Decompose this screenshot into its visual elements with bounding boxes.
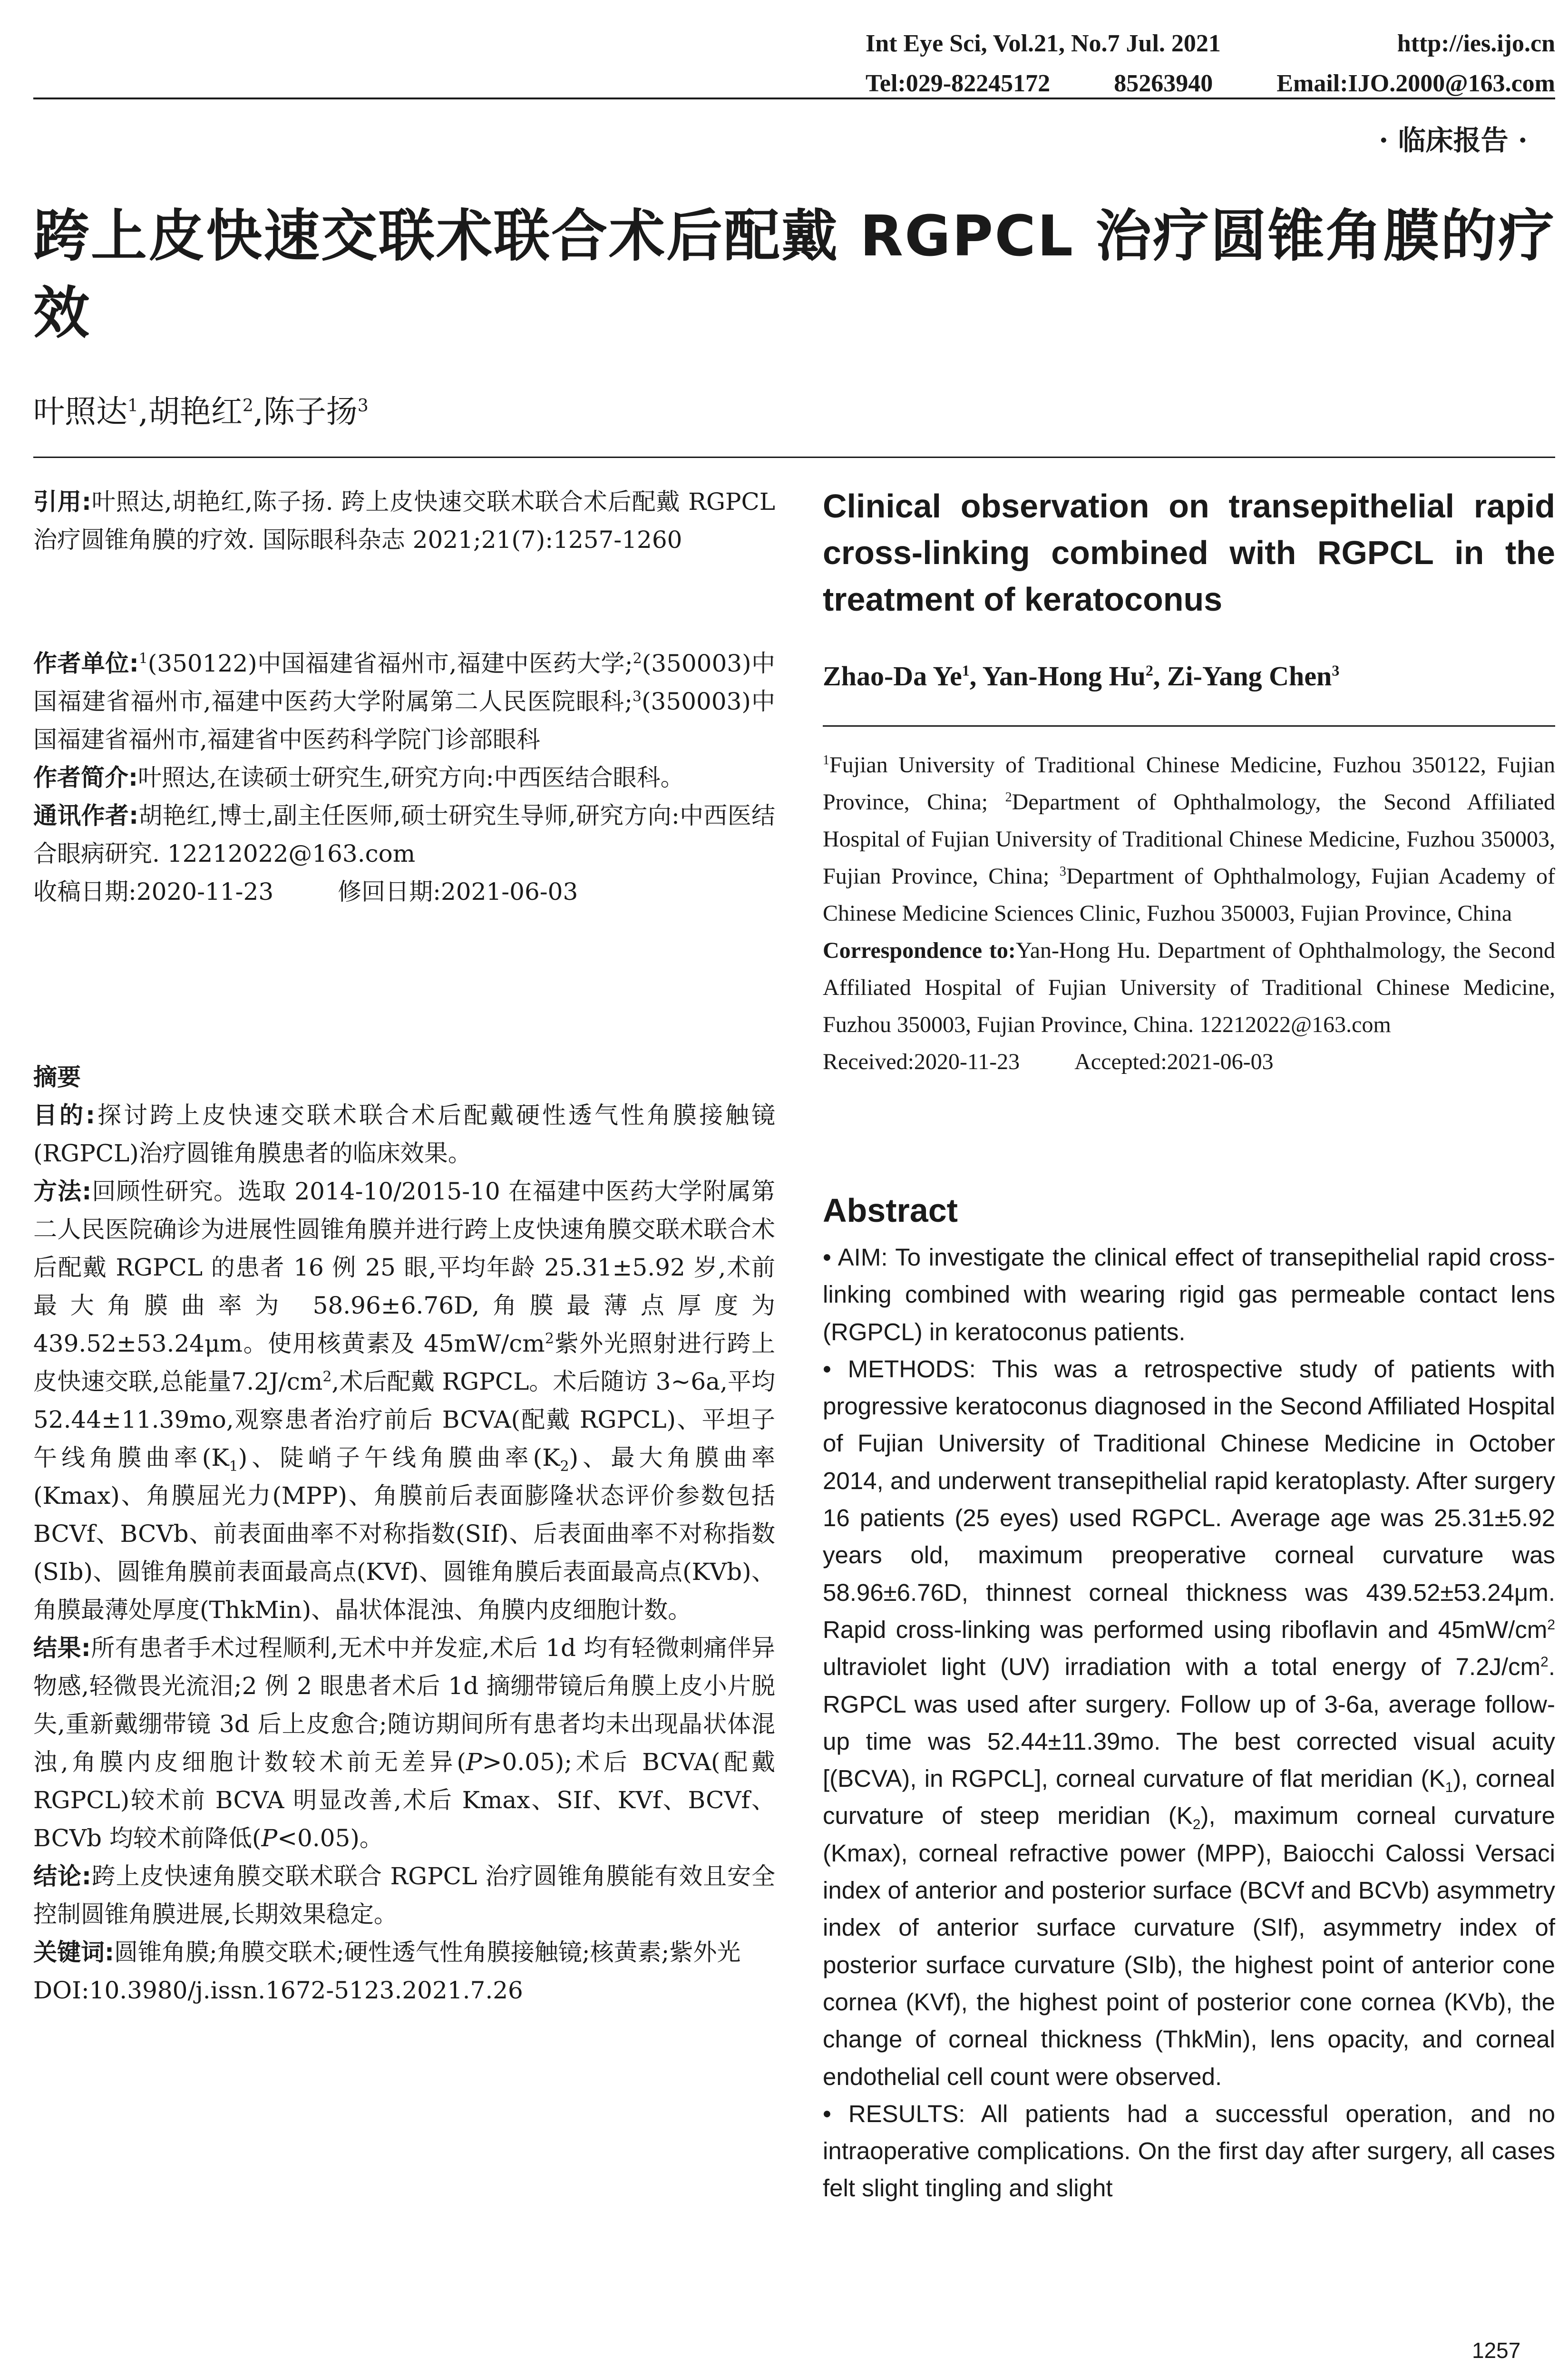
author-bio-cn [33, 759, 775, 797]
aim-label: • AIM: [823, 1244, 888, 1271]
affil-text: (350003)中国福建省福州市,福建中医药大学附属第二人民医院眼科; [33, 650, 775, 715]
p-value-symbol: P [466, 1748, 482, 1776]
article-title-cn: 跨上皮快速交联术联合术后配戴 RGPCL 治疗圆锥角膜的疗效 [33, 203, 1556, 346]
author-affil-mark: 2 [1145, 662, 1153, 679]
citation-label: 引用: [33, 488, 91, 516]
methods-text: . RGPCL was used after surgery. Follow up of 3-6a, average follow-up time was 52.44±11.39mo. The best corrected visual acuity [(BCVA), in RGPCL], corneal curvature of flat meridian (K [823, 1653, 1555, 1792]
author-list-cn: 叶照达$^1$,胡艳红$^2$,陈子扬$^3$ [33, 393, 369, 430]
dates-en [823, 1043, 1555, 1081]
aim-text: 探讨跨上皮快速交联术联合术后配戴硬性透气性角膜接触镜(RGPCL)治疗圆锥角膜患者的临床效果。 [33, 1101, 775, 1167]
author-name-en: Zhao-Da Ye [823, 661, 962, 692]
methods-text: )、陡峭子午线角膜曲率(K [238, 1444, 560, 1471]
keywords-label: 关键词: [33, 1939, 114, 1966]
methods-text: ,术后配戴 RGPCL。术后随访 3~6a,平均 52.44±11.39mo,观察患者治疗前后 BCVA(配戴 RGPCL)、平坦子午线角膜曲率(K [33, 1368, 775, 1471]
doi[interactable]: DOI:10.3980/j.issn.1672-5123.2021.7.26 [33, 1977, 523, 2004]
results-text: All patients had a successful operation, and no intraoperative complications. On the first day after surgery, all cases felt slight tingling and slight [823, 2100, 1555, 2202]
superscript: 2 [1547, 1617, 1555, 1633]
affiliation-en-block [823, 747, 1555, 1081]
affil-text: (350003)中国福建省福州市,福建省中医药科学院门诊部眼科 [33, 688, 775, 753]
author-affil-mark: 2 [242, 396, 253, 416]
author-name: 叶照达 [33, 393, 127, 430]
results-label: 结果: [33, 1634, 91, 1662]
author-name-en: Yan-Hong Hu [982, 661, 1146, 692]
correspondence-cn [33, 797, 775, 873]
abstract-results-cn [33, 1629, 775, 1857]
received-date: Received:2020-11-23 [823, 1049, 1020, 1074]
received-date: 收稿日期:2020-11-23 [33, 878, 274, 906]
conclusion-label: 结论: [33, 1862, 91, 1890]
header-divider [33, 97, 1555, 99]
subscript: 1 [229, 1458, 238, 1475]
accepted-date: Accepted:2021-06-03 [1074, 1049, 1274, 1074]
author-name: 陈子扬 [263, 393, 358, 430]
citation-text: 叶照达,胡艳红,陈子扬. 跨上皮快速交联术联合术后配戴 RGPCL 治疗圆锥角膜的疗效. 国际眼科杂志 2021;21(7):1257-1260 [33, 488, 775, 554]
aim-text: To investigate the clinical effect of transepithelial rapid cross-linking combined with wearing rigid gas permeable contact lens (RGPCL) in keratoconus patients. [823, 1244, 1555, 1345]
author-name: 胡艳红 [148, 393, 243, 430]
correspondence-en [823, 932, 1555, 1043]
author-list-en: Zhao-Da Ye$^1$, Yan-Hong Hu$^2$, Zi-Yang Chen$^3$ [823, 661, 1340, 692]
subscript: 2 [1192, 1817, 1201, 1833]
abstract-methods-cn [33, 1172, 775, 1629]
superscript: 2 [1540, 1654, 1549, 1670]
article-title-en: Clinical observation on transepithelial rapid cross-linking combined with RGPCL in the treatment of keratoconus [823, 487, 1555, 618]
abstract-cn [33, 1058, 775, 2009]
revised-date: 修回日期:2021-06-03 [338, 878, 578, 906]
results-text: >0.05);术后 BCVA(配戴 RGPCL)较术前 BCVA 明显改善,术后 Kmax、SIf、KVf、BCVf、BCVb 均较术前降低( [33, 1748, 775, 1852]
methods-label: • METHODS: [823, 1355, 976, 1383]
affil-mark: 3 [632, 688, 642, 705]
methods-text: )、最大角膜曲率(Kmax)、角膜屈光力(MPP)、角膜前后表面膨隆状态评价参数包括 BCVf、BCVb、前表面曲率不对称指数(SIf)、后表面曲率不对称指数(SIb)、圆锥角膜前表面最高点(KVf)、圆锥角膜后表面最高点(KVb)、角膜最薄处厚度(ThkMin)、晶状体混浊、角膜内皮细胞计数。 [33, 1444, 775, 1624]
subscript: 1 [1445, 1780, 1453, 1796]
correspondence-label: Correspondence to: [823, 938, 1016, 963]
affil-mark: 2 [1005, 790, 1012, 805]
aim-label: 目的: [33, 1101, 95, 1129]
abstract-heading-en: Abstract [823, 1192, 958, 1229]
affil-mark: 2 [633, 650, 642, 667]
superscript: 2 [322, 1368, 332, 1385]
keywords-cn [33, 1933, 775, 1971]
author-affil-mark: 1 [962, 662, 970, 679]
affil-text: Department of Ophthalmology, Fujian Academy of Chinese Medicine Sciences Clinic, Fuzhou 350003, Fujian Province, China [823, 864, 1556, 926]
affiliation-label: 作者单位: [33, 650, 139, 677]
journal-tel: Tel:029-82245172 [866, 70, 1051, 97]
author-info-block [33, 644, 775, 911]
keywords-text: 圆锥角膜;角膜交联术;硬性透气性角膜接触镜;核黄素;紫外光 [114, 1939, 741, 1966]
abstract-en [823, 1239, 1555, 2207]
bio-text: 叶照达,在读硕士研究生,研究方向:中西医结合眼科。 [138, 764, 684, 791]
abstract-aim-en [823, 1239, 1555, 1351]
page-number: 1257 [1472, 2338, 1521, 2363]
results-label: • RESULTS: [823, 2100, 965, 2127]
affiliation-divider [823, 725, 1555, 727]
methods-text: 回顾性研究。选取 2014-10/2015-10 在福建中医药大学附属第二人民医院确诊为进展性圆锥角膜并进行跨上皮快速角膜交联术联合术后配戴 RGPCL 的患者 16 例 25 眼,平均年龄 25.31±5.92 岁,术前最大角膜曲率为 58.96±6.76D,角膜最薄点厚度为 439.52±53.24μm。使用核黄素及 45mW/cm [33, 1178, 775, 1357]
affil-text: Department of Ophthalmology, the Second Affiliated Hospital of Fujian University of Traditional Chinese Medicine, Fuzhou 350003, Fujian Province, China; [823, 789, 1555, 889]
bio-label: 作者简介: [33, 764, 138, 791]
results-text: 所有患者手术过程顺利,无术中并发症,术后 1d 均有轻微刺痛伴异物感,轻微畏光流泪;2 例 2 眼患者术后 1d 摘绷带镜后角膜上皮小片脱失,重新戴绷带镜 3d 后上皮愈合;随访期间所有患者均未出现晶状体混浊,角膜内皮细胞计数较术前无差异( [33, 1634, 775, 1776]
methods-text: ultraviolet light (UV) irradiation with a total energy of 7.2J/cm [823, 1653, 1541, 1681]
superscript: 2 [545, 1330, 554, 1347]
methods-text: 紫外光照射进行跨上皮快速交联,总能量7.2J/cm [33, 1330, 775, 1395]
methods-label: 方法: [33, 1178, 92, 1205]
abstract-methods-en [823, 1351, 1555, 2095]
correspondence-text: Yan-Hong Hu. Department of Ophthalmology, the Second Affiliated Hospital of Fujian University of Traditional Chinese Medicine, Fuzhou 350003, Fujian Province, China. 12212022@163.com [823, 938, 1556, 1037]
section-label: · 临床报告 · [1379, 124, 1528, 156]
authors-divider [33, 457, 1555, 458]
abstract-conclusion-cn [33, 1857, 775, 1933]
affiliation-cn [33, 644, 775, 759]
subscript: 2 [560, 1458, 569, 1475]
journal-line: Int Eye Sci, Vol.21, No.7 Jul. 2021 [866, 30, 1221, 57]
affil-text: (350122)中国福建省福州市,福建中医药大学; [147, 650, 633, 677]
abstract-results-en [823, 2095, 1555, 2207]
affil-mark: 1 [138, 650, 148, 667]
conclusion-text: 跨上皮快速角膜交联术联合 RGPCL 治疗圆锥角膜能有效且安全控制圆锥角膜进展,长期效果稳定。 [33, 1862, 775, 1928]
affil-mark: 1 [823, 753, 829, 768]
abstract-heading-cn: 摘要 [33, 1063, 81, 1091]
running-header [866, 24, 1555, 104]
author-affil-mark: 3 [1332, 662, 1340, 679]
correspondence-text: 胡艳红,博士,副主任医师,硕士研究生导师,研究方向:中西医结合眼病研究. 12212022@163.com [33, 802, 775, 867]
author-name-en: Zi-Yang Chen [1167, 661, 1332, 692]
affil-mark: 3 [1059, 864, 1066, 879]
results-text: <0.05)。 [277, 1824, 383, 1852]
abstract-aim-cn [33, 1096, 775, 1172]
p-value-symbol: P [261, 1824, 278, 1852]
methods-text: This was a retrospective study of patients with progressive keratoconus diagnosed in the Second Affiliated Hospital of Fujian University of Traditional Chinese Medicine in October 2014, and underwent transepithelial rapid keratoplasty. After surgery 16 patients (25 eyes) used RGPCL. Average age was 25.31±5.92 years old, maximum preoperative corneal curvature was 58.96±6.76D, thinnest corneal thickness was 439.52±53.24μm. Rapid cross-linking was performed using riboflavin and 45mW/cm [823, 1355, 1555, 1643]
methods-text: ), corneal curvature of steep meridian (K [823, 1765, 1556, 1830]
author-affil-mark: 3 [357, 396, 369, 416]
journal-tel2: 85263940 [1114, 70, 1213, 97]
dates-cn [33, 873, 775, 911]
author-affil-mark: 1 [127, 396, 138, 416]
methods-text: ), maximum corneal curvature (Kmax), corneal refractive power (MPP), Baiocchi Calossi Versaci index of anterior and posterior surface (BCVf and BCVb) asymmetry index of anterior surface curvature (SIf), asymmetry index of posterior surface curvature (SIb), the highest point of anterior cone cornea (KVf), the highest point of posterior cone cornea (KVb), the change of corneal thickness (ThkMin), lens opacity, and corneal endothelial cell count were observed. [823, 1802, 1555, 2090]
affil-text: Fujian University of Traditional Chinese Medicine, Fuzhou 350122, Fujian Province, China; [823, 752, 1555, 815]
citation-block [33, 483, 775, 559]
journal-email[interactable]: Email:IJO.2000@163.com [1276, 70, 1555, 97]
journal-url[interactable]: http://ies.ijo.cn [1397, 30, 1555, 57]
affiliation-en [823, 747, 1555, 932]
correspondence-label: 通讯作者: [33, 802, 139, 829]
